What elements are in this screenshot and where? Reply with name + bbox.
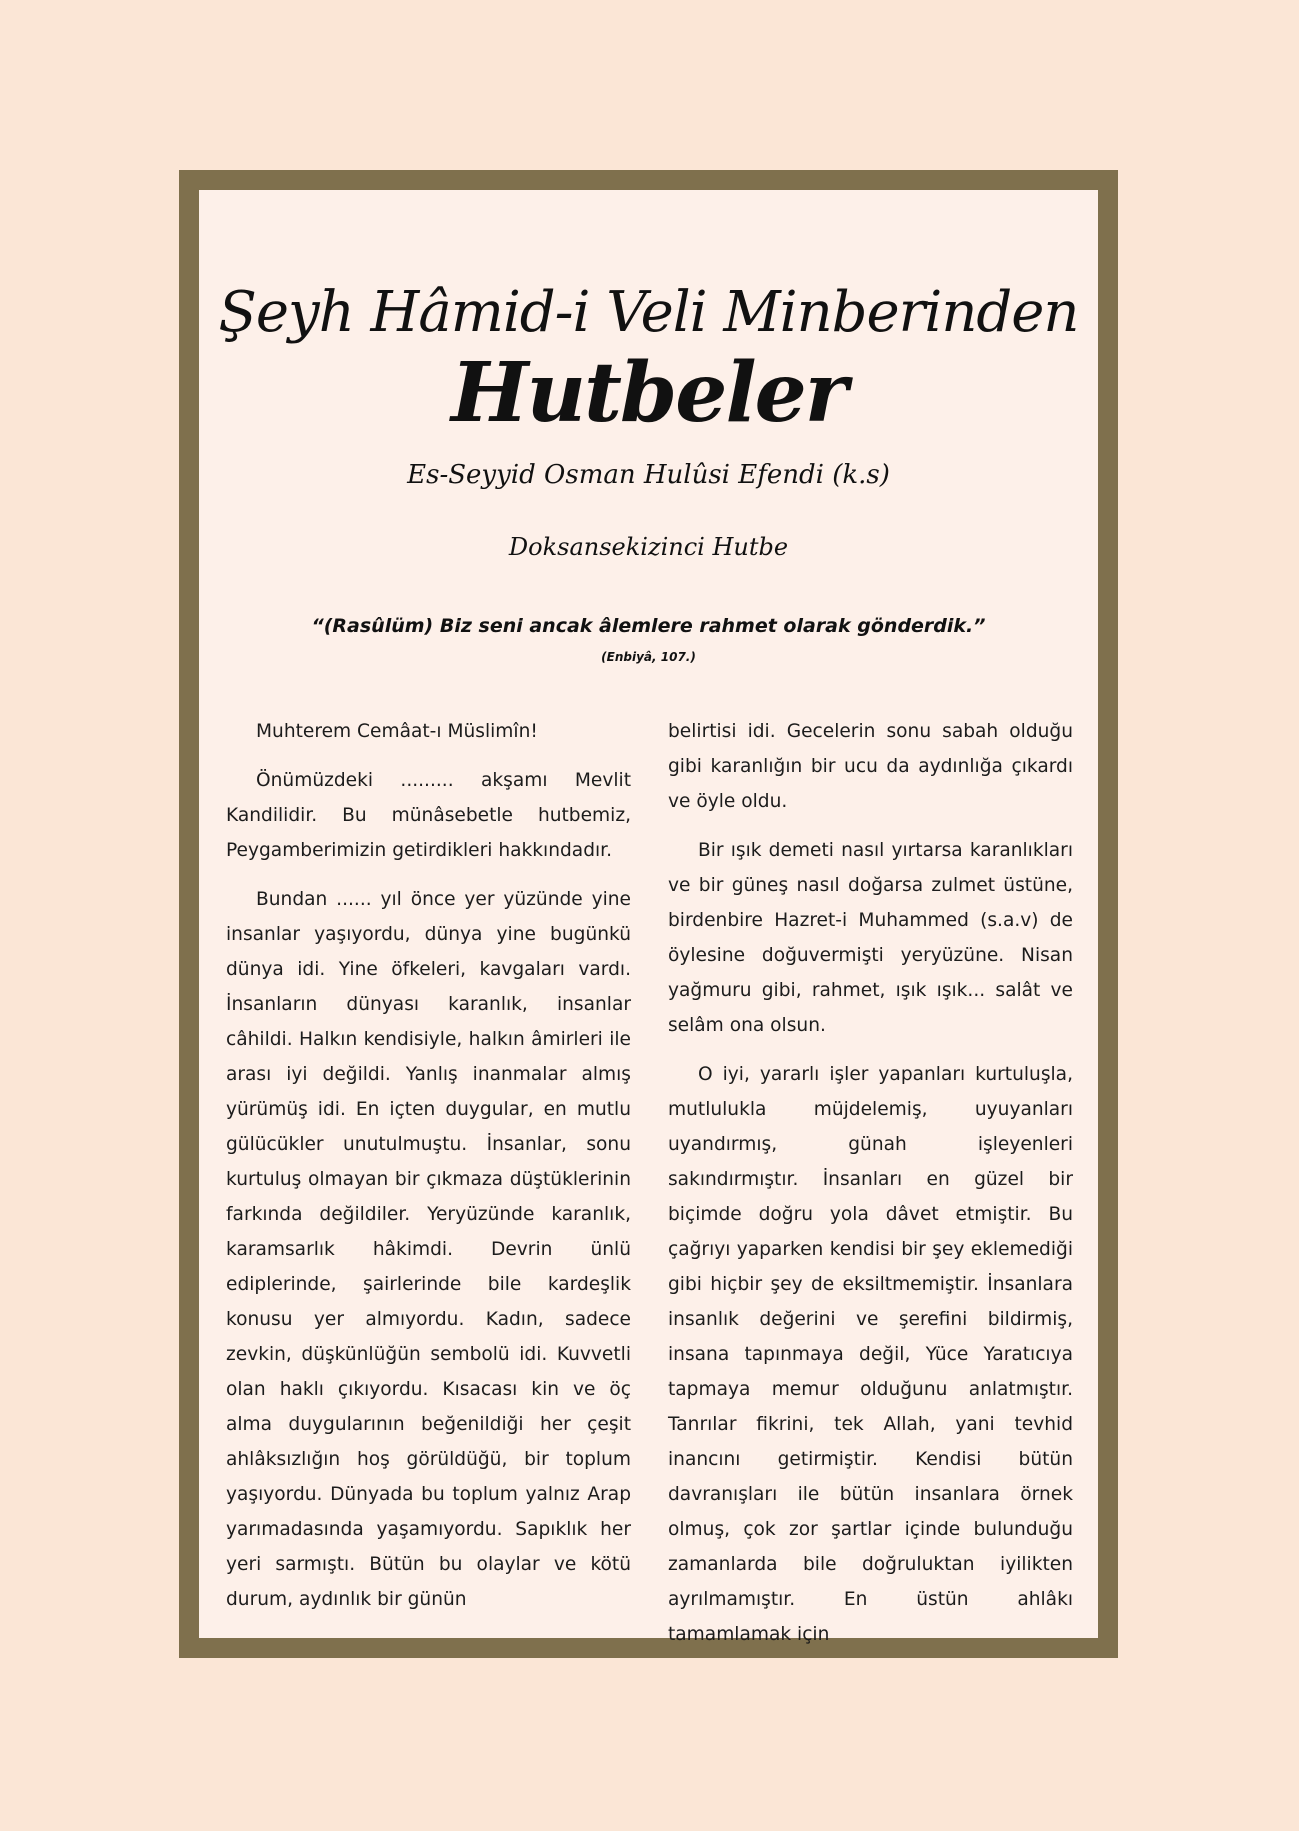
paragraph: Bundan ...... yıl önce yer yüzünde yine insanlar yaşıyordu, dünya yine bugünkü dünya idi. Yine öfkeleri, kavgaları vardı. İnsanların dünyası karanlık, insanlar câhildi. Halkın kendisiyle, halkın âmirleri ile arası iyi değildi. Yanlış inanmalar almış yürümüş idi. En içten duygular, en mutlu gülücükler unutulmuştu. İnsanlar, sonu kurtuluş olmayan bir çıkmaza düştüklerinin farkında değildiler. Yeryüzünde karanlık, karamsarlık hâkimdi. Devrin ünlü ediplerinde, şairlerinde bile kardeşlik konusu yer almıyordu. Kadın, sadece zevkin, düşkünlüğün sembolü idi. Kuvvetli olan haklı çıkıyordu. Kısacası kin ve öç alma duygularının beğenildiği her çeşit ahlâksızlığın hoş görüldüğü, bir toplum yaşıyordu. Dünyada bu toplum yalnız Arap yarımadasında yaşamıyordu. Sapıklık her yeri sarmıştı. Bütün bu olaylar ve kötü durum, aydınlık bir günün bbox=[226, 889, 631, 1610]
page-content bbox=[199, 190, 1098, 1645]
salutation: Muhterem Cemâat-ı Müslimîn! bbox=[256, 721, 538, 742]
verse-quote: “(Rasûlüm) Biz seni ancak âlemlere rahmet olarak gönderdik.” bbox=[311, 615, 986, 637]
page-frame bbox=[179, 170, 1118, 1658]
paragraph: Bir ışık demeti nasıl yırtarsa karanlıkları ve bir güneş nasıl doğarsa zulmet üstüne, birdenbire Hazret-i Muhammed (s.a.v) de öylesine doğuvermişti yeryüzüne. Nisan yağmuru gibi, rahmet, ışık ışık... salât ve selâm ona olsun. bbox=[668, 840, 1073, 1036]
author: Es-Seyyid Osman Hulûsi Efendi (k.s) bbox=[407, 460, 890, 490]
right-column bbox=[668, 714, 1073, 1666]
left-column bbox=[226, 714, 631, 1631]
paragraph-continued: belirtisi idi. Gecelerin sonu sabah olduğu gibi karanlığın bir ucu da aydınlığa çıkardı ve öyle oldu. bbox=[668, 721, 1073, 812]
title-line-2: Hutbeler bbox=[450, 345, 846, 441]
paragraph: O iyi, yararlı işler yapanları kurtuluşla, mutlulukla müjdelemiş, uyuyanları uyandırmış, günah işleyenleri sakındırmıştır. İnsanları en güzel bir biçimde doğru yola dâvet etmiştir. Bu çağrıyı yaparken kendisi bir şey eklemediği gibi hiçbir şey de eksiltmemiştir. İnsanlara insanlık değerini ve şerefini bildirmiş, insana tapınmaya değil, Yüce Yaratıcıya tapmaya memur olduğunu anlatmıştır. Tanrılar fikrini, tek Allah, yani tevhid inancını getirmiştir. Kendisi bütün davranışları ile bütün insanlara örnek olmuş, çok zor şartlar içinde bulunduğu zamanlarda bile doğruluktan iyilikten ayrılmamıştır. En üstün ahlâkı tamamlamak için bbox=[668, 1064, 1073, 1645]
title-line-1: Şeyh Hâmid-i Veli Minberinden bbox=[218, 280, 1079, 345]
hutbe-number: Doksansekizinci Hutbe bbox=[508, 533, 789, 561]
paragraph: Önümüzdeki ......... akşamı Mevlit Kandilidir. Bu münâsebetle hutbemiz, Peygamberimizin getirdikleri hakkındadır. bbox=[226, 770, 631, 861]
verse-reference: (Enbiyâ, 107.) bbox=[601, 650, 696, 664]
